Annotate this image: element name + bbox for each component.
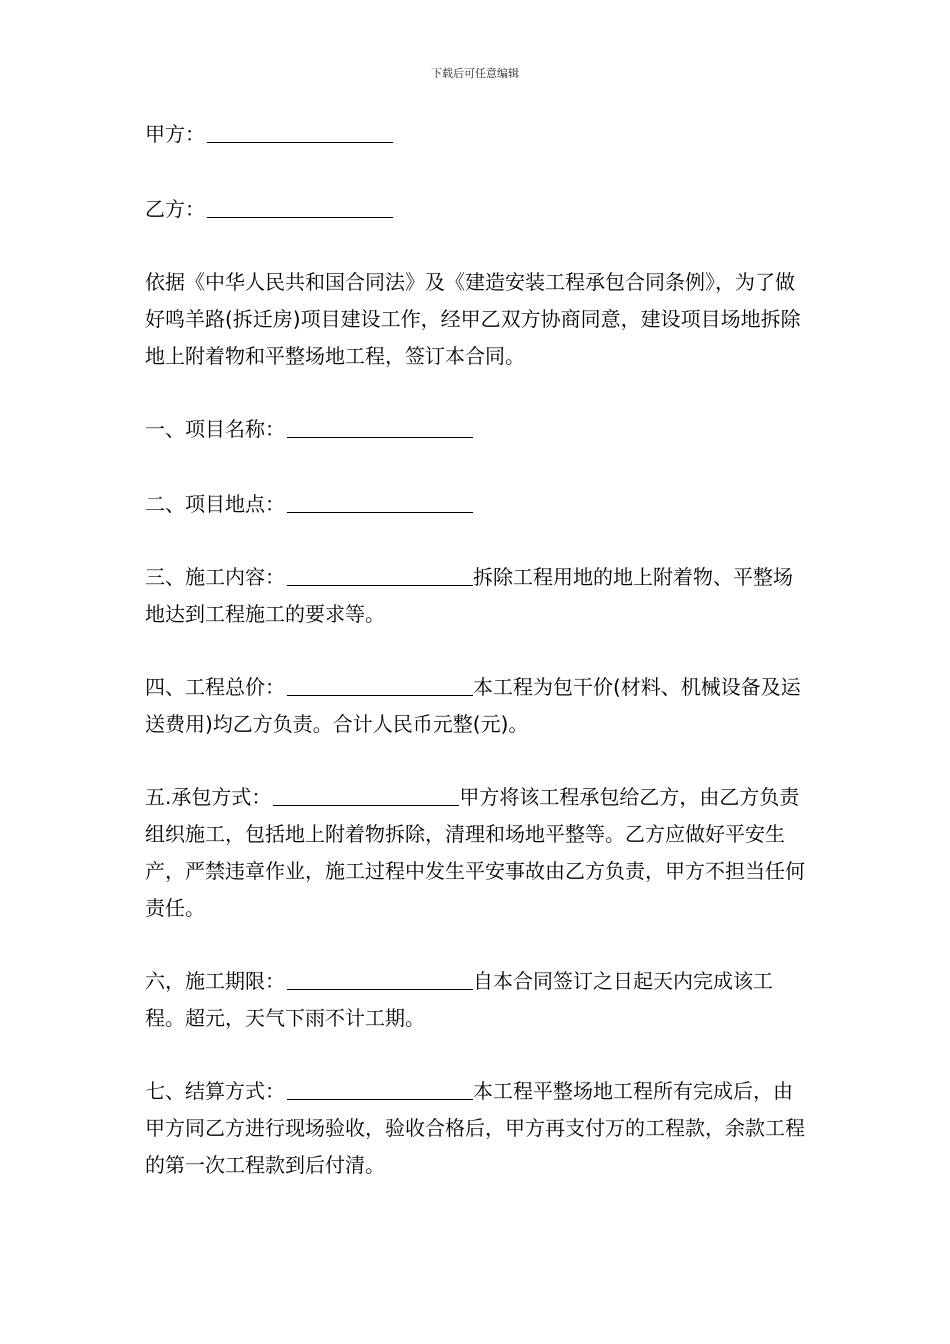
clause-contract-method (145, 779, 810, 927)
party-b-label: 乙方： (145, 197, 205, 221)
party-a-line (145, 116, 810, 153)
clause-label: 六，施工期限： (145, 969, 285, 993)
clause-text: 本工程为包干价(材料、机械设备及运送费用)均乙方负责。合计人民币元整(元)。 (145, 675, 801, 736)
clause-blank (287, 1077, 473, 1100)
clause-text: 本工程平整场地工程所有完成后，由甲方同乙方进行现场验收，验收合格后，甲方再支付万的工程款，余款工程的第一次工程款到后付清。 (145, 1079, 805, 1177)
party-a-blank (207, 120, 393, 143)
clause-blank (287, 563, 473, 586)
clause-settlement-method (145, 1073, 810, 1184)
clause-label: 五.承包方式： (145, 785, 272, 809)
clause-text: 拆除工程用地的地上附着物、平整场地达到工程施工的要求等。 (145, 565, 793, 626)
intro-paragraph: 依据《中华人民共和国合同法》及《建造安装工程承包合同条例》，为了做好鸣羊路(拆迁房)项目建设工作，经甲乙双方协商同意，建设项目场地拆除地上附着物和平整场地工程，签订本合同。 (145, 270, 801, 368)
contract-body (145, 116, 810, 1184)
clause-blank (287, 967, 473, 990)
party-b-line (145, 191, 810, 228)
clause-label: 二、项目地点： (145, 492, 285, 516)
clause-text: 自本合同签订之日起天内完成该工程。超元，天气下雨不计工期。 (145, 969, 773, 1030)
clause-blank (273, 783, 459, 806)
clause-construction-content (145, 559, 810, 633)
clause-label: 四、工程总价： (145, 675, 285, 699)
clause-label: 三、施工内容： (145, 565, 285, 589)
party-a-label: 甲方： (145, 122, 205, 146)
clause-label: 一、项目名称： (145, 417, 285, 441)
party-b-blank (207, 195, 393, 218)
clause-project-name (145, 411, 810, 448)
clause-construction-period (145, 963, 810, 1037)
header-note: 下载后可任意编辑 (431, 67, 519, 80)
clause-text: 甲方将该工程承包给乙方，由乙方负责组织施工，包括地上附着物拆除，清理和场地平整等。乙方应做好平安生产，严禁违章作业，施工过程中发生平安事故由乙方负责，甲方不担当任何责任。 (145, 785, 805, 920)
clause-label: 七、结算方式： (145, 1079, 285, 1103)
clause-blank (287, 415, 473, 438)
clause-project-location (145, 486, 810, 523)
clause-total-price (145, 669, 810, 743)
clause-blank (287, 673, 473, 696)
clause-blank (287, 490, 473, 513)
